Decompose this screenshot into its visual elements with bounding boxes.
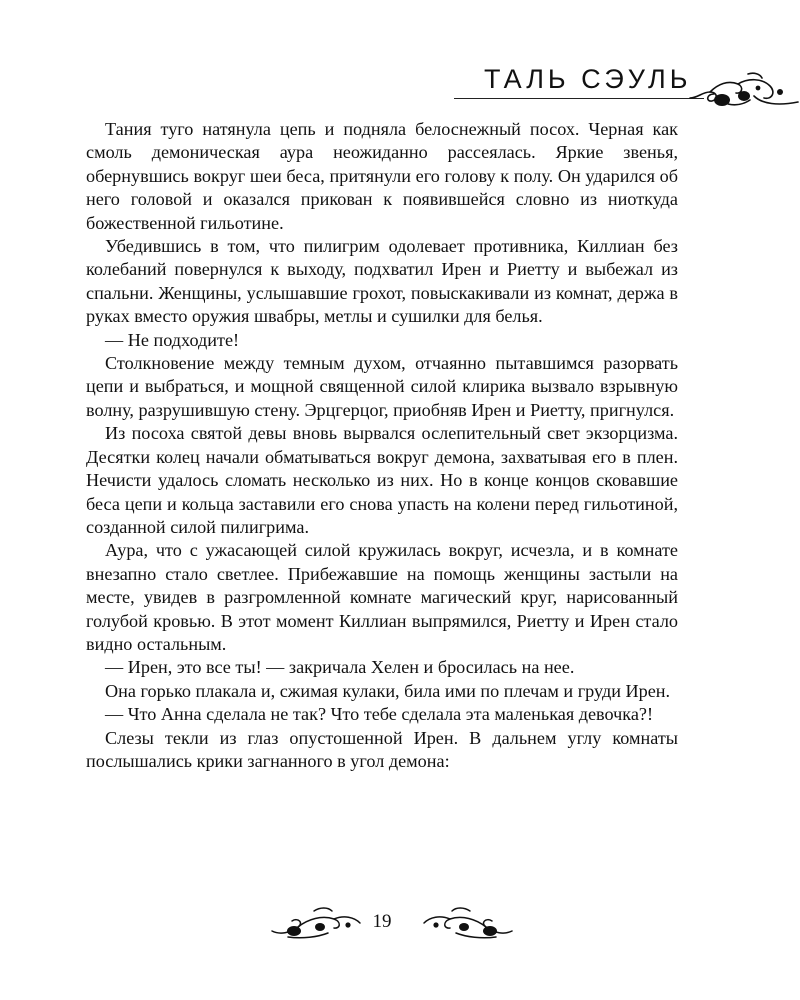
paragraph: Из посоха святой девы вновь вырвался ослепительный свет экзорцизма. Десятки колец начали обматываться вокруг демона, захватывая его в плен. Нечисти удалось сломать несколько из них. Но в конце концов сковавшие беса цепи и кольца заставили его снова упасть на колени перед гильотиной, созданной силой пилигрима. xyxy=(86,423,678,537)
paragraph: Убедившись в том, что пилигрим одолевает противника, Киллиан без колебаний повернулся к выходу, подхватил Ирен и Риетту и выбежал из спальни. Женщины, услышавшие грохот, повыскакивали из комнат, держа в руках вместо оружия швабры, метлы и сушилки для белья. xyxy=(86,236,678,327)
page-number: 19 xyxy=(372,911,392,932)
running-header xyxy=(0,60,800,110)
paragraph: Столкновение между темным духом, отчаянно пытавшимся разорвать цепи и выбраться, и мощной священной силой клирика вызвало взрывную волну, разрушившую стену. Эрцгерцог, приобняв Ирен и Риетту, пригнулся. xyxy=(86,353,678,420)
paragraph: Аура, что с ужасающей силой кружилась вокруг, исчезла, и в комнате внезапно стало светлее. Прибежавшие на помощь женщины застыли на месте, увидев в разгромленной комнате магический круг, нарисованный голубой кровью. В этот момент Киллиан выпрямился, Риетту и Ирен стало видно остальным. xyxy=(86,540,678,654)
flourish-ornament-icon xyxy=(420,905,516,941)
paragraph: — Что Анна сделала не так? Что тебе сделала эта маленькая девочка?! xyxy=(105,704,654,725)
body-text xyxy=(86,118,678,773)
flourish-ornament-icon xyxy=(688,70,800,110)
paragraph: Она горько плакала и, сжимая кулаки, била ими по плечам и груди Ирен. xyxy=(105,680,671,701)
running-header-title: ТАЛЬ СЭУЛЬ xyxy=(484,64,692,94)
paragraph: Слезы текли из глаз опустошенной Ирен. В дальнем углу комнаты послышались крики загнанного в угол демона: xyxy=(86,727,678,771)
paragraph: Тания туго натянула цепь и подняла белоснежный посох. Черная как смоль демоническая аура неожиданно рассеялась. Яркие звенья, обернувшись вокруг шеи беса, притянули его голову к полу. Он ударился об него головой и оказался прикован к появившейся словно из ниоткуда божественной гильотине. xyxy=(86,119,678,233)
paragraph: — Ирен, это все ты! — закричала Хелен и бросилась на нее. xyxy=(105,657,575,678)
flourish-ornament-icon xyxy=(268,905,364,941)
paragraph: — Не подходите! xyxy=(105,329,240,350)
page-footer xyxy=(0,905,800,945)
header-rule xyxy=(454,98,704,99)
